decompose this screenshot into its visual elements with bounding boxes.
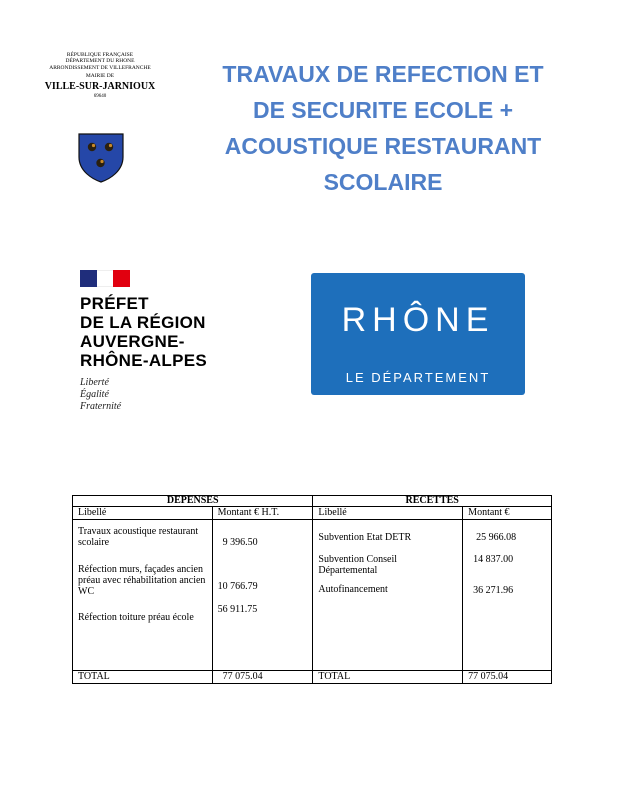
postal-code: 69640 xyxy=(93,93,107,99)
depense-amount: 9 396.50 xyxy=(222,537,258,548)
rhone-departement-logo xyxy=(311,273,525,395)
total-depenses xyxy=(212,671,313,684)
departement-text: DÉPARTEMENT DU RHONE xyxy=(65,58,135,65)
depense-label: Réfection murs, façades ancien préau avec réhabilitation ancien WC xyxy=(78,564,206,597)
title-line: SCOLAIRE xyxy=(323,169,443,195)
document-title xyxy=(203,56,563,200)
prefet-line: DE LA RÉGION xyxy=(80,313,206,332)
depense-amount: 10 766.79 xyxy=(217,581,258,592)
devise-egalite: Égalité xyxy=(80,389,109,400)
depenses-amounts xyxy=(212,520,313,671)
prefet-line: RHÔNE-ALPES xyxy=(80,351,208,370)
recette-label: Autofinancement xyxy=(318,584,388,595)
col-montant-ht: Montant € H.T. xyxy=(212,507,313,520)
mairie-header xyxy=(30,52,170,100)
table-body-row xyxy=(73,520,552,671)
arrondissement-text: ARRONDISSEMENT DE VILLEFRANCHE xyxy=(49,64,151,71)
total-recettes: 77 075.04 xyxy=(463,671,552,684)
title-line: DE SECURITE ECOLE + xyxy=(252,97,514,123)
rhone-dept-label: LE DÉPARTEMENT xyxy=(345,370,491,385)
total-depenses-value: 77 075.04 xyxy=(222,671,263,682)
total-label-depenses: TOTAL xyxy=(73,671,213,684)
depenses-header: DEPENSES xyxy=(73,496,313,507)
prefet-line: PRÉFET xyxy=(80,294,149,313)
total-label-recettes: TOTAL xyxy=(313,671,463,684)
prefet-text xyxy=(80,294,207,370)
depense-amount: 56 911.75 xyxy=(217,604,258,615)
col-libelle-depenses: Libellé xyxy=(73,507,213,520)
recette-label: Subvention Conseil Départemental xyxy=(318,554,398,576)
recettes-header: RECETTES xyxy=(313,496,552,507)
devise-fraternite: Fraternité xyxy=(80,401,122,412)
rhone-name: RHÔNE xyxy=(341,301,495,339)
depenses-labels xyxy=(73,520,213,671)
col-montant: Montant € xyxy=(463,507,552,520)
french-flag-icon xyxy=(80,270,130,287)
mairie-de-text: MAIRIE DE xyxy=(85,72,115,79)
total-row xyxy=(73,671,552,684)
devise-liberte: Liberté xyxy=(80,377,109,388)
republique-text: RÉPUBLIQUE FRANÇAISE xyxy=(66,52,134,58)
recette-label: Subvention Etat DETR xyxy=(318,532,412,543)
budget-table xyxy=(72,495,552,684)
column-header-row xyxy=(73,507,552,520)
depense-label: Travaux acoustique restaurant scolaire xyxy=(78,526,199,548)
devise xyxy=(80,377,207,413)
title-line: ACOUSTIQUE RESTAURANT xyxy=(224,133,542,159)
coat-of-arms-icon xyxy=(78,133,124,183)
recette-amount: 14 837.00 xyxy=(473,554,514,565)
town-name: VILLE-SUR-JARNIOUX xyxy=(44,81,156,93)
prefet-logo xyxy=(80,270,207,413)
recette-amount: 25 966.08 xyxy=(476,532,517,543)
recette-amount: 36 271.96 xyxy=(473,585,514,596)
recettes-labels xyxy=(313,520,463,671)
title-line: TRAVAUX DE REFECTION ET xyxy=(222,61,544,87)
table-header-row xyxy=(73,496,552,507)
prefet-line: AUVERGNE- xyxy=(80,332,185,351)
col-libelle-recettes: Libellé xyxy=(313,507,463,520)
depense-label: Réfection toiture préau école xyxy=(78,612,194,623)
recettes-amounts xyxy=(463,520,552,671)
